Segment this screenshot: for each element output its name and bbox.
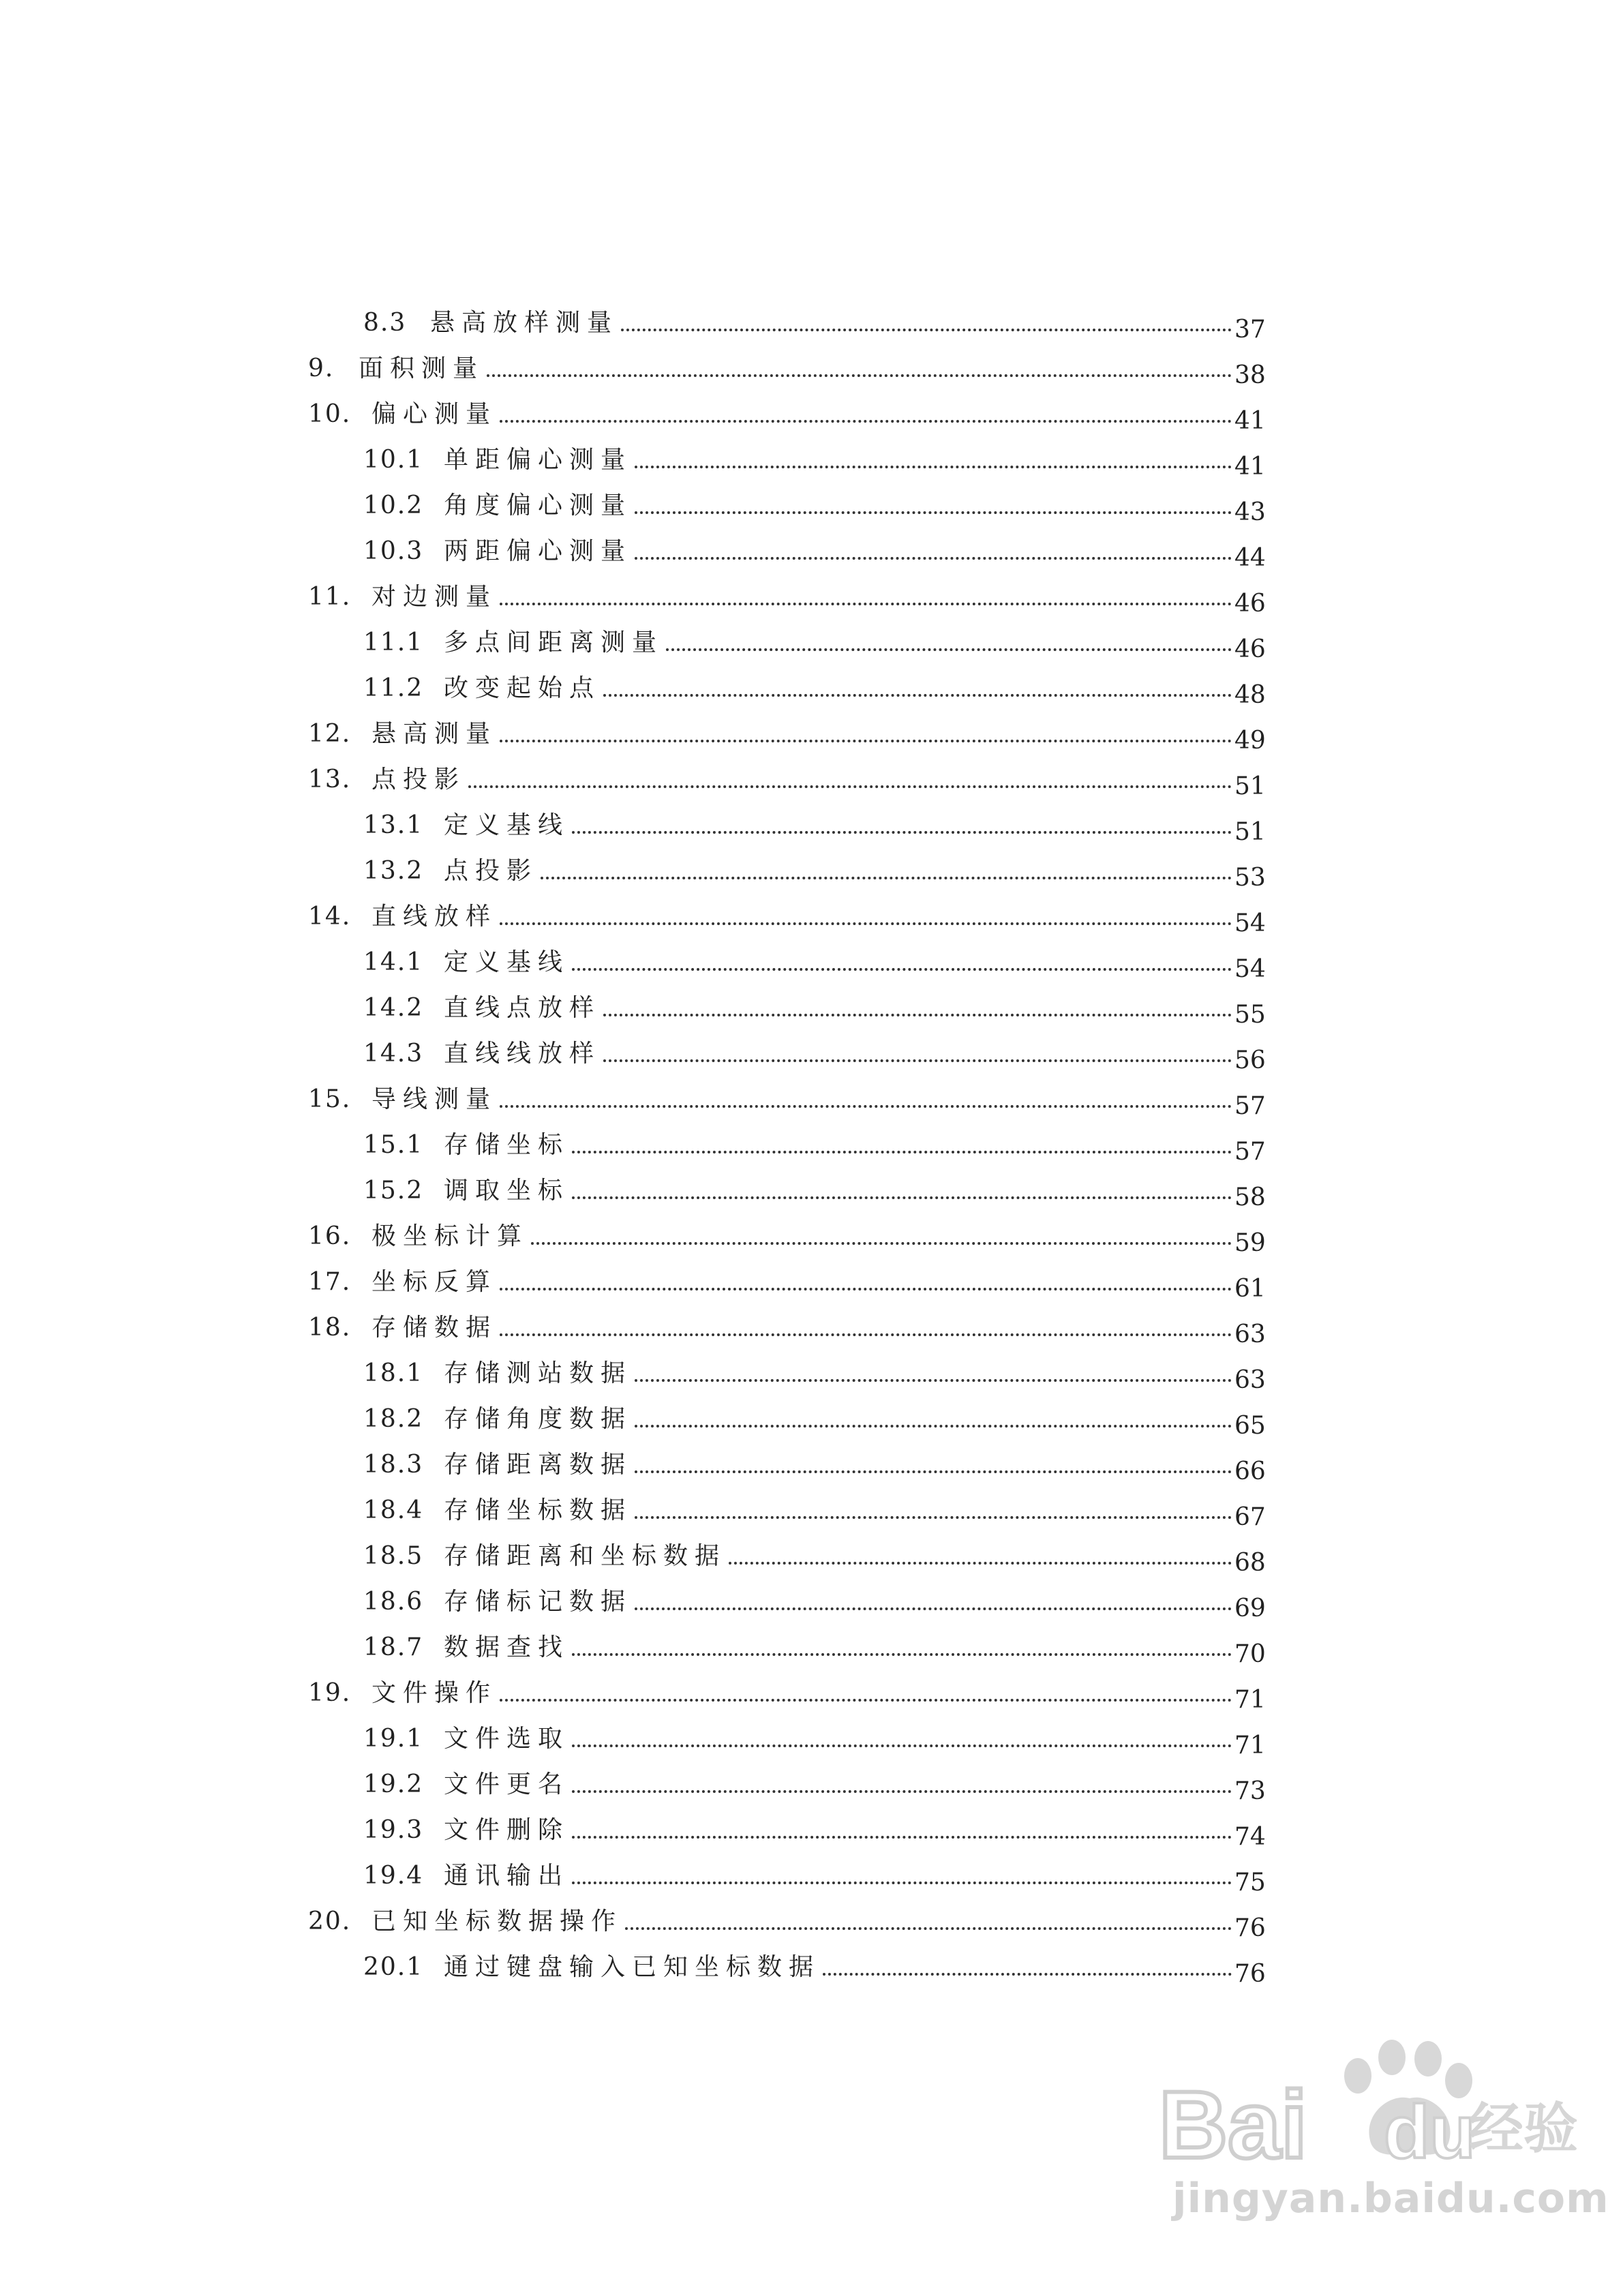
toc-page-number: 41 <box>1234 453 1266 481</box>
toc-page-number: 73 <box>1234 1777 1266 1805</box>
toc-page-number: 58 <box>1234 1183 1266 1211</box>
toc-page-number: 56 <box>1234 1046 1266 1074</box>
toc-title: 定义基线 <box>444 811 570 839</box>
toc-number: 18. <box>308 1314 352 1342</box>
toc-title: 存储测站数据 <box>444 1359 633 1387</box>
toc-entry[interactable] <box>308 887 1266 937</box>
toc-entry[interactable] <box>308 704 1266 755</box>
toc-page-number: 74 <box>1234 1823 1266 1851</box>
toc-entry[interactable] <box>308 339 1266 389</box>
toc-page-number: 51 <box>1234 772 1266 800</box>
toc-title: 存储标记数据 <box>444 1588 633 1616</box>
toc-entry[interactable] <box>308 1070 1266 1120</box>
toc-page-number: 61 <box>1234 1275 1266 1303</box>
toc-number: 19.2 <box>363 1770 424 1798</box>
toc-title: 直线点放样 <box>444 994 601 1022</box>
toc-entry[interactable] <box>363 1800 1266 1851</box>
toc-page-number: 76 <box>1234 1914 1266 1942</box>
toc-entry[interactable] <box>363 1618 1266 1668</box>
toc-number: 11.2 <box>363 674 424 702</box>
toc-leader-dots <box>500 1699 1232 1702</box>
baidu-jingyan-watermark <box>1159 2038 1609 2243</box>
toc-number: 12. <box>308 720 352 748</box>
toc-entry[interactable] <box>363 978 1266 1029</box>
toc-number: 13.1 <box>363 811 424 839</box>
toc-page-number: 59 <box>1234 1229 1266 1257</box>
toc-number: 20.1 <box>363 1953 424 1981</box>
toc-number: 18.7 <box>363 1633 424 1661</box>
toc-title: 存储角度数据 <box>444 1405 633 1433</box>
toc-entry[interactable] <box>363 1435 1266 1485</box>
toc-leader-dots <box>500 922 1232 925</box>
toc-title: 面积测量 <box>359 354 485 382</box>
toc-title: 极坐标计算 <box>371 1222 529 1250</box>
toc-page-number: 44 <box>1234 544 1266 572</box>
toc-entry[interactable] <box>363 1481 1266 1531</box>
svg-text:经验: 经验 <box>1469 2097 1578 2160</box>
toc-page-number: 43 <box>1234 498 1266 526</box>
toc-title: 对边测量 <box>371 583 498 611</box>
toc-page-number: 68 <box>1234 1549 1266 1577</box>
toc-leader-dots <box>572 1882 1232 1884</box>
toc-number: 15. <box>308 1085 352 1113</box>
toc-entry[interactable] <box>308 384 1266 435</box>
toc-title: 直线放样 <box>371 903 498 931</box>
toc-entry[interactable] <box>308 1207 1266 1257</box>
toc-number: 14.3 <box>363 1040 424 1068</box>
toc-leader-dots <box>500 603 1232 605</box>
toc-number: 18.6 <box>363 1588 424 1616</box>
toc-entry[interactable] <box>308 1298 1266 1348</box>
toc-number: 10. <box>308 400 352 428</box>
toc-title: 通讯输出 <box>444 1862 570 1890</box>
toc-page-number: 76 <box>1234 1960 1266 1988</box>
toc-title: 已知坐标数据操作 <box>371 1907 623 1935</box>
toc-entry[interactable] <box>363 659 1266 709</box>
toc-leader-dots <box>625 1927 1232 1930</box>
toc-leader-dots <box>487 374 1232 377</box>
toc-title: 文件操作 <box>371 1679 498 1707</box>
toc-number: 19.4 <box>363 1862 424 1890</box>
toc-number: 10.2 <box>363 492 424 519</box>
toc-title: 点投影 <box>444 857 539 885</box>
toc-leader-dots <box>500 1105 1232 1108</box>
toc-leader-dots <box>572 968 1232 971</box>
toc-title: 悬高放样测量 <box>430 309 619 337</box>
toc-page-number: 69 <box>1234 1595 1266 1622</box>
svg-text:Bai: Bai <box>1159 2071 1307 2178</box>
toc-leader-dots <box>603 1014 1232 1016</box>
toc-entry[interactable] <box>363 1344 1266 1394</box>
toc-entry[interactable] <box>363 1755 1266 1805</box>
toc-number: 13. <box>308 766 352 794</box>
toc-entry[interactable] <box>363 1389 1266 1440</box>
toc-entry[interactable] <box>363 1024 1266 1074</box>
toc-leader-dots <box>500 1288 1232 1290</box>
toc-page-number: 54 <box>1234 909 1266 937</box>
toc-leader-dots <box>635 511 1232 514</box>
toc-leader-dots <box>572 1196 1232 1199</box>
toc-page-number: 65 <box>1234 1412 1266 1440</box>
toc-title: 通过键盘输入已知坐标数据 <box>444 1953 821 1981</box>
toc-page-number: 51 <box>1234 818 1266 846</box>
toc-number: 19. <box>308 1679 352 1707</box>
toc-number: 18.5 <box>363 1542 424 1570</box>
toc-number: 17. <box>308 1268 352 1296</box>
toc-leader-dots <box>635 557 1232 560</box>
toc-title: 导线测量 <box>371 1085 498 1113</box>
toc-entry[interactable] <box>363 1709 1266 1759</box>
toc-leader-dots <box>603 1059 1232 1062</box>
toc-title: 角度偏心测量 <box>444 492 633 519</box>
toc-number: 16. <box>308 1222 352 1250</box>
toc-entry[interactable] <box>363 933 1266 983</box>
toc-title: 改变起始点 <box>444 674 601 702</box>
toc-entry[interactable] <box>363 1526 1266 1577</box>
toc-page-number: 70 <box>1234 1640 1266 1668</box>
toc-page-number: 63 <box>1234 1320 1266 1348</box>
toc-leader-dots <box>572 1151 1232 1153</box>
toc-leader-dots <box>500 420 1232 423</box>
toc-number: 10.1 <box>363 446 424 474</box>
toc-number: 18.1 <box>363 1359 424 1387</box>
toc-title: 文件删除 <box>444 1816 570 1844</box>
toc-title: 悬高测量 <box>371 720 498 748</box>
toc-entry[interactable] <box>363 522 1266 572</box>
toc-title: 存储坐标数据 <box>444 1496 633 1524</box>
toc-title: 存储距离和坐标数据 <box>444 1542 727 1570</box>
toc-page-number: 46 <box>1234 635 1266 663</box>
toc-title: 两距偏心测量 <box>444 537 633 565</box>
toc-entry[interactable] <box>363 1161 1266 1211</box>
toc-page-number: 66 <box>1234 1457 1266 1485</box>
toc-title: 点投影 <box>371 766 466 794</box>
toc-page-number: 71 <box>1234 1732 1266 1759</box>
toc-title: 偏心测量 <box>371 400 498 428</box>
toc-number: 15.1 <box>363 1131 424 1159</box>
toc-entry[interactable] <box>363 293 1266 344</box>
toc-number: 15.2 <box>363 1177 424 1205</box>
toc-page-number: 37 <box>1234 316 1266 344</box>
toc-leader-dots <box>468 785 1232 788</box>
toc-number: 18.3 <box>363 1451 424 1479</box>
toc-leader-dots <box>621 329 1232 331</box>
toc-number: 14.2 <box>363 994 424 1022</box>
toc-title: 文件更名 <box>444 1770 570 1798</box>
toc-page-number: 41 <box>1234 407 1266 435</box>
toc-entry[interactable] <box>363 1937 1266 1988</box>
toc-leader-dots <box>531 1242 1232 1245</box>
toc-leader-dots <box>635 1425 1232 1428</box>
toc-title: 存储数据 <box>371 1314 498 1342</box>
toc-entry[interactable] <box>363 1115 1266 1166</box>
toc-leader-dots <box>500 740 1232 742</box>
toc-leader-dots <box>572 1744 1232 1747</box>
toc-leader-dots <box>500 1333 1232 1336</box>
toc-entry[interactable] <box>308 1252 1266 1303</box>
toc-number: 14. <box>308 903 352 931</box>
toc-entry[interactable] <box>363 796 1266 846</box>
toc-entry[interactable] <box>363 1846 1266 1897</box>
toc-title: 文件选取 <box>444 1725 570 1753</box>
toc-page-number: 71 <box>1234 1686 1266 1714</box>
toc-leader-dots <box>572 1653 1232 1656</box>
toc-number: 19.3 <box>363 1816 424 1844</box>
toc-entry[interactable] <box>308 1663 1266 1714</box>
toc-page-number: 48 <box>1234 681 1266 709</box>
toc-number: 18.2 <box>363 1405 424 1433</box>
toc-page-number: 49 <box>1234 727 1266 755</box>
toc-title: 直线线放样 <box>444 1040 601 1068</box>
toc-number: 19.1 <box>363 1725 424 1753</box>
toc-title: 调取坐标 <box>444 1177 570 1205</box>
toc-number: 11. <box>308 583 352 611</box>
toc-page-number: 67 <box>1234 1503 1266 1531</box>
toc-title: 定义基线 <box>444 948 570 976</box>
svg-text:du: du <box>1384 2090 1476 2174</box>
toc-number: 13.2 <box>363 857 424 885</box>
toc-title: 多点间距离测量 <box>444 629 664 656</box>
toc-entry[interactable] <box>363 476 1266 526</box>
toc-page-number: 57 <box>1234 1092 1266 1120</box>
toc-title: 数据查找 <box>444 1633 570 1661</box>
toc-leader-dots <box>635 466 1232 468</box>
toc-entry[interactable] <box>363 430 1266 481</box>
toc-title: 坐标反算 <box>371 1268 498 1296</box>
toc-leader-dots <box>823 1973 1232 1976</box>
toc-title: 存储距离数据 <box>444 1451 633 1479</box>
toc-number: 18.4 <box>363 1496 424 1524</box>
toc-leader-dots <box>635 1516 1232 1519</box>
toc-entry[interactable] <box>363 841 1266 892</box>
toc-page-number: 46 <box>1234 590 1266 618</box>
toc-entry[interactable] <box>308 1892 1266 1942</box>
toc-entry[interactable] <box>308 750 1266 800</box>
toc-page-number: 63 <box>1234 1366 1266 1394</box>
toc-leader-dots <box>541 877 1232 879</box>
toc-leader-dots <box>572 831 1232 834</box>
toc-leader-dots <box>572 1836 1232 1839</box>
toc-leader-dots <box>635 1379 1232 1382</box>
toc-entry[interactable] <box>363 1572 1266 1622</box>
toc-leader-dots <box>603 694 1232 697</box>
toc-leader-dots <box>572 1790 1232 1793</box>
toc-leader-dots <box>635 1470 1232 1473</box>
toc-page-number: 54 <box>1234 955 1266 983</box>
baidu-paw-logo-icon <box>1159 2038 1578 2181</box>
toc-entry[interactable] <box>308 567 1266 618</box>
toc-leader-dots <box>729 1562 1232 1565</box>
toc-number: 9. <box>308 354 335 382</box>
watermark-url: jingyan.baidu.com <box>1172 2175 1609 2222</box>
toc-number: 14.1 <box>363 948 424 976</box>
toc-entry[interactable] <box>363 613 1266 663</box>
toc-leader-dots <box>666 648 1232 651</box>
toc-number: 8.3 <box>363 309 407 337</box>
toc-number: 10.3 <box>363 537 424 565</box>
toc-page-number: 55 <box>1234 1001 1266 1029</box>
toc-page-number: 38 <box>1234 361 1266 389</box>
toc-page-number: 57 <box>1234 1138 1266 1166</box>
toc-number: 11.1 <box>363 629 424 656</box>
toc-leader-dots <box>635 1607 1232 1610</box>
toc-page-number: 75 <box>1234 1869 1266 1897</box>
toc-page-number: 53 <box>1234 864 1266 892</box>
toc-title: 单距偏心测量 <box>444 446 633 474</box>
toc-number: 20. <box>308 1907 352 1935</box>
toc-title: 存储坐标 <box>444 1131 570 1159</box>
